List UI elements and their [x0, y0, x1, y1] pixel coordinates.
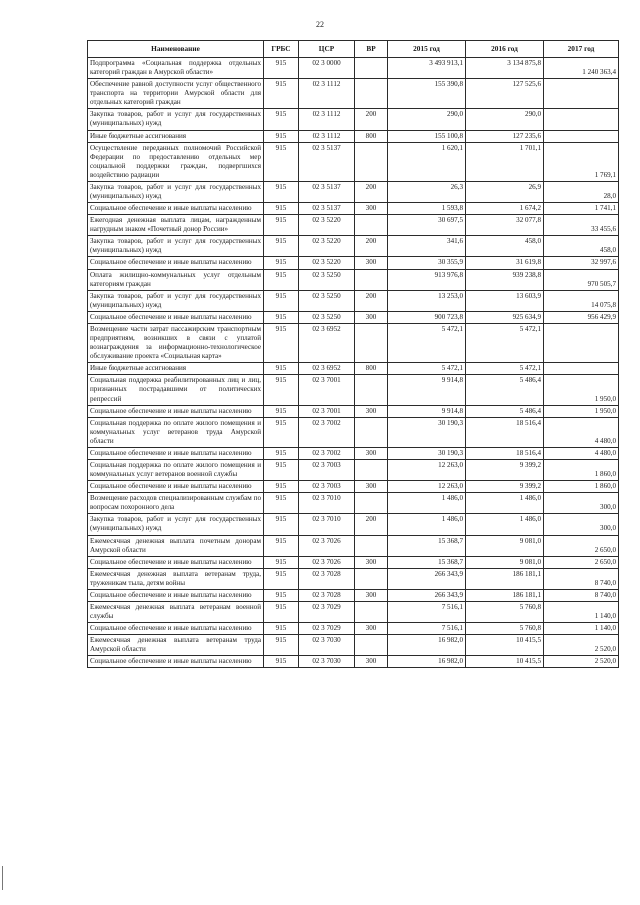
row-2015: 1 486,0 — [388, 493, 466, 514]
row-name: Ежемесячная денежная выплата ветеранам труда, труженикам тыла, детям войны — [88, 568, 264, 589]
row-name: Социальная поддержка по оплате жилого помещения и коммунальных услуг ветеранов военной службы — [88, 459, 264, 480]
table-row — [88, 447, 619, 459]
table-row — [88, 203, 619, 215]
row-2016: 13 603,9 — [466, 290, 544, 311]
row-grbs: 915 — [264, 181, 299, 202]
row-2016: 9 081,0 — [466, 556, 544, 568]
page-number: 22 — [316, 20, 324, 29]
table-row — [88, 311, 619, 323]
row-name: Иные бюджетные ассигнования — [88, 130, 264, 142]
row-csr: 02 3 7029 — [299, 601, 355, 622]
row-csr: 02 3 7003 — [299, 459, 355, 480]
row-vr: 200 — [355, 236, 388, 257]
row-name: Социальное обеспечение и иные выплаты населению — [88, 589, 264, 601]
row-csr: 02 3 5137 — [299, 181, 355, 202]
row-2016: 5 486,4 — [466, 375, 544, 405]
row-grbs: 915 — [264, 568, 299, 589]
row-vr — [355, 215, 388, 236]
header-vr: ВР — [355, 41, 388, 58]
row-2016: 127 235,6 — [466, 130, 544, 142]
row-vr — [355, 459, 388, 480]
row-csr: 02 3 6952 — [299, 323, 355, 362]
row-name: Возмещение части затрат пассажирским транспортным предприятиям, возникших в связи с уплатой вознаграждения за информационно-технологическое обслуживание проекта «Социальная карта» — [88, 323, 264, 362]
row-name: Оплата жилищно-коммунальных услуг отдельным категориям граждан — [88, 269, 264, 290]
row-csr: 02 3 5137 — [299, 142, 355, 181]
row-grbs: 915 — [264, 269, 299, 290]
row-grbs: 915 — [264, 601, 299, 622]
row-2016: 939 238,8 — [466, 269, 544, 290]
row-2017: 8 740,0 — [544, 568, 619, 589]
row-name: Ежегодная денежная выплата лицам, награжденным нагрудным знаком «Почетный донор России» — [88, 215, 264, 236]
row-name: Иные бюджетные ассигнования — [88, 363, 264, 375]
row-2016: 186 181,1 — [466, 589, 544, 601]
row-name: Социальное обеспечение и иные выплаты населению — [88, 311, 264, 323]
row-2015: 15 368,7 — [388, 556, 466, 568]
row-vr: 800 — [355, 363, 388, 375]
row-2015: 5 472,1 — [388, 323, 466, 362]
row-2017: 1 140,0 — [544, 623, 619, 635]
row-csr: 02 3 1112 — [299, 109, 355, 130]
table-row — [88, 556, 619, 568]
row-grbs: 915 — [264, 656, 299, 668]
row-vr — [355, 493, 388, 514]
table-row — [88, 589, 619, 601]
row-2016: 1 486,0 — [466, 493, 544, 514]
table-row — [88, 130, 619, 142]
row-vr — [355, 635, 388, 656]
row-csr: 02 3 7028 — [299, 589, 355, 601]
row-vr — [355, 79, 388, 109]
row-2015: 5 472,1 — [388, 363, 466, 375]
row-2017: 1 741,1 — [544, 203, 619, 215]
row-grbs: 915 — [264, 417, 299, 447]
row-2016: 458,0 — [466, 236, 544, 257]
row-grbs: 915 — [264, 459, 299, 480]
row-csr: 02 3 7029 — [299, 623, 355, 635]
row-2015: 15 368,7 — [388, 535, 466, 556]
row-grbs: 915 — [264, 589, 299, 601]
row-vr: 300 — [355, 623, 388, 635]
row-2016: 31 619,8 — [466, 257, 544, 269]
row-vr — [355, 417, 388, 447]
row-vr — [355, 601, 388, 622]
row-2016: 26,9 — [466, 181, 544, 202]
row-2017: 1 950,0 — [544, 405, 619, 417]
row-vr: 300 — [355, 257, 388, 269]
row-2016: 5 760,8 — [466, 601, 544, 622]
row-2015: 1 593,8 — [388, 203, 466, 215]
row-2016: 5 760,8 — [466, 623, 544, 635]
row-grbs: 915 — [264, 556, 299, 568]
row-2016: 10 415,5 — [466, 635, 544, 656]
row-name: Социальное обеспечение и иные выплаты населению — [88, 656, 264, 668]
row-csr: 02 3 7001 — [299, 405, 355, 417]
row-2017: 32 997,6 — [544, 257, 619, 269]
row-grbs: 915 — [264, 623, 299, 635]
row-2016: 5 472,1 — [466, 323, 544, 362]
row-grbs: 915 — [264, 142, 299, 181]
table-row — [88, 459, 619, 480]
row-2016: 9 081,0 — [466, 535, 544, 556]
table-row — [88, 109, 619, 130]
row-2017: 1 769,1 — [544, 142, 619, 181]
row-name: Социальное обеспечение и иные выплаты населению — [88, 623, 264, 635]
table-row — [88, 323, 619, 362]
row-csr: 02 3 5250 — [299, 311, 355, 323]
row-csr: 02 3 7030 — [299, 635, 355, 656]
table-row — [88, 181, 619, 202]
row-csr: 02 3 7002 — [299, 417, 355, 447]
row-2016: 290,0 — [466, 109, 544, 130]
row-2016: 186 181,1 — [466, 568, 544, 589]
row-csr: 02 3 5220 — [299, 257, 355, 269]
row-2015: 7 516,1 — [388, 623, 466, 635]
row-name: Осуществление переданных полномочий Российской Федерации по предоставлению отдельных мер социальной поддержки граждан, подвергшихся воздействию радиации — [88, 142, 264, 181]
row-2016: 32 077,8 — [466, 215, 544, 236]
row-csr: 02 3 7010 — [299, 493, 355, 514]
row-name: Закупка товаров, работ и услуг для государственных (муниципальных) нужд — [88, 236, 264, 257]
row-name: Социальное обеспечение и иные выплаты населению — [88, 556, 264, 568]
table-row — [88, 79, 619, 109]
row-2017: 300,0 — [544, 493, 619, 514]
row-name: Социальное обеспечение и иные выплаты населению — [88, 257, 264, 269]
row-grbs: 915 — [264, 215, 299, 236]
row-2015: 1 620,1 — [388, 142, 466, 181]
table-row — [88, 568, 619, 589]
row-vr — [355, 535, 388, 556]
row-grbs: 915 — [264, 109, 299, 130]
row-2015: 266 343,9 — [388, 589, 466, 601]
row-name: Ежемесячная денежная выплата ветеранам труда Амурской области — [88, 635, 264, 656]
row-name: Закупка товаров, работ и услуг для государственных (муниципальных) нужд — [88, 290, 264, 311]
row-2016: 5 486,4 — [466, 405, 544, 417]
row-2017: 1 950,0 — [544, 375, 619, 405]
header-grbs: ГРБС — [264, 41, 299, 58]
row-csr: 02 3 7002 — [299, 447, 355, 459]
row-2017: 956 429,9 — [544, 311, 619, 323]
row-grbs: 915 — [264, 311, 299, 323]
row-csr: 02 3 6952 — [299, 363, 355, 375]
row-2016: 1 674,2 — [466, 203, 544, 215]
table-row — [88, 405, 619, 417]
row-grbs: 915 — [264, 447, 299, 459]
row-name: Возмещение расходов специализированным службам по вопросам похоронного дела — [88, 493, 264, 514]
row-2015: 30 697,5 — [388, 215, 466, 236]
row-2017: 4 480,0 — [544, 447, 619, 459]
row-2015: 913 976,8 — [388, 269, 466, 290]
row-csr: 02 3 1112 — [299, 79, 355, 109]
row-2015: 9 914,8 — [388, 405, 466, 417]
row-2015: 1 486,0 — [388, 514, 466, 535]
row-vr — [355, 375, 388, 405]
row-2017: 300,0 — [544, 514, 619, 535]
row-grbs: 915 — [264, 58, 299, 79]
header-2016: 2016 год — [466, 41, 544, 58]
row-2017 — [544, 323, 619, 362]
row-2017 — [544, 363, 619, 375]
row-2015: 30 355,9 — [388, 257, 466, 269]
table-row — [88, 535, 619, 556]
row-grbs: 915 — [264, 535, 299, 556]
row-grbs: 915 — [264, 363, 299, 375]
table-row — [88, 290, 619, 311]
row-csr: 02 3 1112 — [299, 130, 355, 142]
row-2016: 925 634,9 — [466, 311, 544, 323]
row-2015: 7 516,1 — [388, 601, 466, 622]
table-row — [88, 215, 619, 236]
row-csr: 02 3 7010 — [299, 514, 355, 535]
row-name: Социальная поддержка реабилитированных лиц и лиц, признанных пострадавшими от политических репрессий — [88, 375, 264, 405]
row-vr: 300 — [355, 447, 388, 459]
row-name: Социальная поддержка по оплате жилого помещения и коммунальных услуг ветеранов труда Амурской области — [88, 417, 264, 447]
row-vr: 300 — [355, 556, 388, 568]
table-row — [88, 635, 619, 656]
row-2017: 2 650,0 — [544, 556, 619, 568]
row-name: Социальное обеспечение и иные выплаты населению — [88, 447, 264, 459]
row-csr: 02 3 5250 — [299, 269, 355, 290]
row-grbs: 915 — [264, 405, 299, 417]
row-2015: 3 493 913,1 — [388, 58, 466, 79]
table-row — [88, 236, 619, 257]
row-csr: 02 3 5137 — [299, 203, 355, 215]
table-row — [88, 363, 619, 375]
row-2017: 2 650,0 — [544, 535, 619, 556]
row-2016: 9 399,2 — [466, 459, 544, 480]
header-2017: 2017 год — [544, 41, 619, 58]
row-grbs: 915 — [264, 203, 299, 215]
row-2017: 2 520,0 — [544, 635, 619, 656]
row-name: Ежемесячная денежная выплата ветеранам военной службы — [88, 601, 264, 622]
header-name: Наименование — [88, 41, 264, 58]
row-name: Социальное обеспечение и иные выплаты населению — [88, 203, 264, 215]
row-2015: 12 263,0 — [388, 459, 466, 480]
row-name: Закупка товаров, работ и услуг для государственных (муниципальных) нужд — [88, 181, 264, 202]
row-vr: 300 — [355, 203, 388, 215]
row-2017 — [544, 109, 619, 130]
row-2015: 16 982,0 — [388, 635, 466, 656]
row-2016: 1 701,1 — [466, 142, 544, 181]
row-csr: 02 3 7026 — [299, 556, 355, 568]
row-vr: 300 — [355, 405, 388, 417]
row-2016: 3 134 875,8 — [466, 58, 544, 79]
table-row — [88, 58, 619, 79]
row-vr — [355, 323, 388, 362]
row-2017: 1 140,0 — [544, 601, 619, 622]
row-csr: 02 3 7001 — [299, 375, 355, 405]
row-vr: 200 — [355, 514, 388, 535]
row-vr: 300 — [355, 589, 388, 601]
table-row — [88, 481, 619, 493]
row-grbs: 915 — [264, 236, 299, 257]
budget-table — [87, 40, 619, 668]
row-2017: 970 505,7 — [544, 269, 619, 290]
row-name: Закупка товаров, работ и услуг для государственных (муниципальных) нужд — [88, 109, 264, 130]
row-2015: 155 390,8 — [388, 79, 466, 109]
header-csr: ЦСР — [299, 41, 355, 58]
row-vr: 200 — [355, 109, 388, 130]
row-2015: 12 263,0 — [388, 481, 466, 493]
table-row — [88, 375, 619, 405]
row-2015: 155 100,8 — [388, 130, 466, 142]
row-csr: 02 3 7030 — [299, 656, 355, 668]
table-row — [88, 656, 619, 668]
row-2015: 26,3 — [388, 181, 466, 202]
row-2017: 1 860,0 — [544, 459, 619, 480]
row-vr — [355, 568, 388, 589]
table-row — [88, 514, 619, 535]
row-name: Социальное обеспечение и иные выплаты населению — [88, 405, 264, 417]
row-grbs: 915 — [264, 493, 299, 514]
table-header-row — [88, 41, 619, 58]
row-2015: 30 190,3 — [388, 417, 466, 447]
table-row — [88, 269, 619, 290]
row-grbs: 915 — [264, 79, 299, 109]
row-csr: 02 3 7028 — [299, 568, 355, 589]
row-2015: 13 253,0 — [388, 290, 466, 311]
row-2017: 2 520,0 — [544, 656, 619, 668]
row-grbs: 915 — [264, 257, 299, 269]
row-csr: 02 3 5250 — [299, 290, 355, 311]
row-vr: 300 — [355, 656, 388, 668]
header-2015: 2015 год — [388, 41, 466, 58]
row-vr: 300 — [355, 311, 388, 323]
row-vr — [355, 142, 388, 181]
row-vr: 300 — [355, 481, 388, 493]
row-vr — [355, 269, 388, 290]
row-2017: 14 075,8 — [544, 290, 619, 311]
row-grbs: 915 — [264, 514, 299, 535]
row-grbs: 915 — [264, 290, 299, 311]
row-2017: 28,0 — [544, 181, 619, 202]
row-vr — [355, 58, 388, 79]
row-2015: 9 914,8 — [388, 375, 466, 405]
row-name: Обеспечение равной доступности услуг общественного транспорта на территории Амурской области для отдельных категорий граждан — [88, 79, 264, 109]
table-row — [88, 601, 619, 622]
row-2015: 290,0 — [388, 109, 466, 130]
table-row — [88, 493, 619, 514]
row-2016: 9 399,2 — [466, 481, 544, 493]
row-name: Подпрограмма «Социальная поддержка отдельных категорий граждан в Амурской области» — [88, 58, 264, 79]
row-csr: 02 3 7026 — [299, 535, 355, 556]
table-row — [88, 623, 619, 635]
row-vr: 200 — [355, 290, 388, 311]
row-2015: 266 343,9 — [388, 568, 466, 589]
table-body — [88, 58, 619, 668]
row-grbs: 915 — [264, 481, 299, 493]
row-name: Закупка товаров, работ и услуг для государственных (муниципальных) нужд — [88, 514, 264, 535]
row-grbs: 915 — [264, 635, 299, 656]
table-row — [88, 417, 619, 447]
row-2017: 1 860,0 — [544, 481, 619, 493]
row-vr: 800 — [355, 130, 388, 142]
row-2016: 1 486,0 — [466, 514, 544, 535]
row-csr: 02 3 5220 — [299, 215, 355, 236]
row-2017 — [544, 130, 619, 142]
row-csr: 02 3 7003 — [299, 481, 355, 493]
row-2017 — [544, 79, 619, 109]
row-name: Социальное обеспечение и иные выплаты населению — [88, 481, 264, 493]
row-2015: 16 982,0 — [388, 656, 466, 668]
row-grbs: 915 — [264, 323, 299, 362]
row-2015: 30 190,3 — [388, 447, 466, 459]
row-2016: 10 415,5 — [466, 656, 544, 668]
row-2016: 18 516,4 — [466, 417, 544, 447]
row-2017: 4 480,0 — [544, 417, 619, 447]
table-row — [88, 257, 619, 269]
table-row — [88, 142, 619, 181]
row-grbs: 915 — [264, 130, 299, 142]
row-csr: 02 3 5220 — [299, 236, 355, 257]
row-2016: 18 516,4 — [466, 447, 544, 459]
scan-margin-mark — [2, 866, 3, 890]
row-2015: 900 723,8 — [388, 311, 466, 323]
row-csr: 02 3 0000 — [299, 58, 355, 79]
row-2016: 127 525,6 — [466, 79, 544, 109]
row-vr: 200 — [355, 181, 388, 202]
row-2017: 458,0 — [544, 236, 619, 257]
row-2015: 341,6 — [388, 236, 466, 257]
row-2017: 1 240 363,4 — [544, 58, 619, 79]
row-name: Ежемесячная денежная выплата почетным донорам Амурской области — [88, 535, 264, 556]
row-2017: 8 740,0 — [544, 589, 619, 601]
row-2017: 33 455,6 — [544, 215, 619, 236]
row-2016: 5 472,1 — [466, 363, 544, 375]
row-grbs: 915 — [264, 375, 299, 405]
